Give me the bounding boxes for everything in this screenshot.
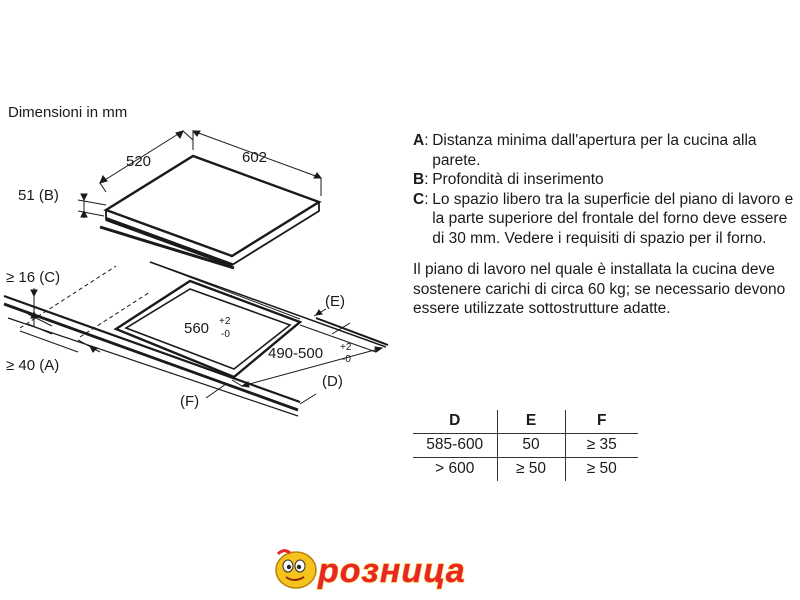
table-cell: ≥ 50 — [497, 458, 565, 482]
note-text: Profondità di inserimento — [432, 171, 604, 188]
brand-logo-text: розница — [318, 552, 466, 590]
table-row — [413, 434, 638, 458]
note-key: C — [413, 190, 425, 208]
brand-logo — [272, 546, 534, 592]
dim-d-label: (D) — [322, 373, 343, 390]
table-cell: ≥ 50 — [565, 458, 638, 482]
table-row — [413, 458, 638, 482]
table-header-e: E — [497, 410, 565, 434]
notes-panel — [413, 131, 798, 319]
table-header-f: F — [565, 410, 638, 434]
table-cell: ≥ 35 — [565, 434, 638, 458]
note-text: Distanza minima dall'apertura per la cucina alla parete. — [432, 132, 757, 169]
dim-cutout-depth-label: 490-500 — [268, 345, 324, 362]
note-a: A : Distanza minima dall'apertura per la cucina alla parete. — [413, 131, 798, 170]
mascot-icon — [276, 551, 316, 588]
dimension-table — [413, 410, 638, 481]
dim-width-label: 602 — [242, 149, 268, 166]
dim-cutout-width-tol-up: +2 — [219, 316, 231, 327]
dim-depth-label: 520 — [126, 153, 152, 170]
table-header-row — [413, 410, 638, 434]
load-note: Il piano di lavoro nel quale è installata la cucina deve sostenere carichi di circa 60 kg; se necessario devono essere utilizzate sottostrutture adatte. — [413, 261, 786, 317]
table-cell: 585-600 — [413, 434, 497, 458]
installation-drawing — [0, 0, 410, 430]
dim-f-label: (F) — [180, 393, 200, 410]
dim-min-wall-label: ≥ 40 (A) — [6, 357, 60, 374]
dim-cutout-width-label: 560 — [184, 320, 210, 337]
unit-label: Dimensioni in mm — [8, 104, 128, 121]
note-key: A — [413, 132, 425, 149]
dim-insert-depth-label: 51 (B) — [18, 187, 59, 204]
hob-top-face — [106, 156, 319, 256]
dim-e-label: (E) — [325, 293, 345, 310]
table-cell: > 600 — [413, 458, 497, 482]
note-text: Lo spazio libero tra la superficie del piano di lavoro e la parte superiore del frontale del forno deve essere di 30 mm. Vedere i requisiti di spazio per il forno. — [432, 190, 794, 247]
note-c: C : Lo spazio libero tra la superficie del piano di lavoro e la parte superiore del frontale del forno deve essere di 30 mm. Vedere i requisiti di spazio per il forno. — [413, 190, 798, 249]
table-header-d: D — [413, 410, 497, 434]
dim-cutout-depth-tol-up: +2 — [340, 342, 352, 353]
note-key: B — [413, 171, 425, 188]
dim-min-gap-label: ≥ 16 (C) — [6, 269, 61, 286]
note-b: B : Profondità di inserimento — [413, 170, 798, 190]
dim-cutout-width-tol-down: -0 — [221, 329, 230, 340]
dim-cutout-depth-tol-down: -0 — [342, 354, 351, 365]
table-cell: 50 — [497, 434, 565, 458]
